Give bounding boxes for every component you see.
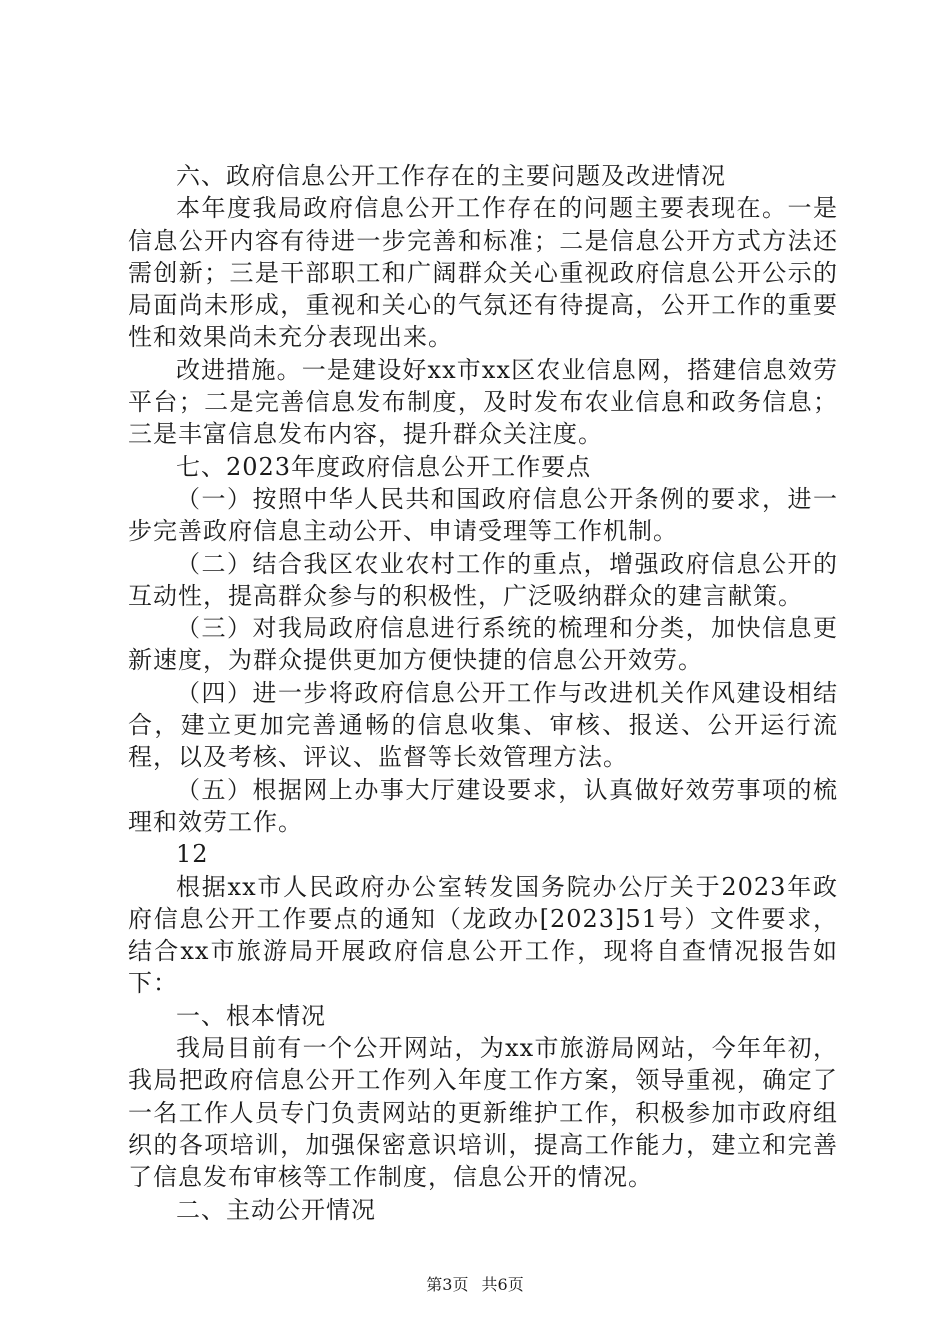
paragraph-point-1: （一）按照中华人民共和国政府信息公开条例的要求，进一步完善政府信息主动公开、申请受理等工作机制。 [128,484,838,546]
paragraph-point-3: （三）对我局政府信息进行系统的梳理和分类，加快信息更新速度，为群众提供更加方便快捷的信息公开效劳。 [128,614,838,675]
section-number: 12 [176,840,209,869]
page-number-total: 共6页 [481,1275,524,1294]
page-number-current: 第3页 [426,1275,469,1294]
paragraph-improvements: 改进措施。一是建设好xx市xx区农业信息网，搭建信息效劳平台；二是完善信息发布制度，及时发布农业信息和政务信息；三是丰富信息发布内容，提升群众关注度。 [128,355,838,449]
paragraph-point-5: （五）根据网上办事大厅建设要求，认真做好效劳事项的梳理和效劳工作。 [128,775,838,836]
paragraph-point-2: （二）结合我区农业农村工作的重点，增强政府信息公开的互动性，提高群众参与的积极性，广泛吸纳群众的建言献策。 [128,549,838,610]
page-footer [0,1275,950,1295]
paragraph-intro: 根据xx市人民政府办公室转发国务院办公厅关于2023年政府信息公开工作要点的通知（龙政办[2023]51号）文件要求，结合xx市旅游局开展政府信息公开工作，现将自查情况报告如下： [128,872,838,998]
paragraph-point-4: （四）进一步将政府信息公开工作与改进机关作风建设相结合，建立更加完善通畅的信息收集、审核、报送、公开运行流程，以及考核、评议、监督等长效管理方法。 [128,678,838,772]
heading-section-7: 七、2023年度政府信息公开工作要点 [176,452,592,481]
paragraph-problems: 本年度我局政府信息公开工作存在的问题主要表现在。一是信息公开内容有待进一步完善和标准；二是信息公开方式方法还需创新；三是干部职工和广阔群众关心重视政府信息公开公示的局面尚未形成，重视和关心的气氛还有待提高，公开工作的重要性和效果尚未充分表现出来。 [128,194,838,352]
document-body [128,160,838,1226]
heading-basic-situation: 一、根本情况 [176,1001,326,1030]
paragraph-basic-situation: 我局目前有一个公开网站，为xx市旅游局网站，今年年初，我局把政府信息公开工作列入年度工作方案，领导重视，确定了一名工作人员专门负责网站的更新维护工作，积极参加市政府组织的各项培训，加强保密意识培训，提高工作能力，建立和完善了信息发布审核等工作制度，信息公开的情况。 [128,1034,838,1192]
heading-section-6: 六、政府信息公开工作存在的主要问题及改进情况 [176,162,726,190]
heading-active-disclosure: 二、主动公开情况 [176,1195,376,1224]
